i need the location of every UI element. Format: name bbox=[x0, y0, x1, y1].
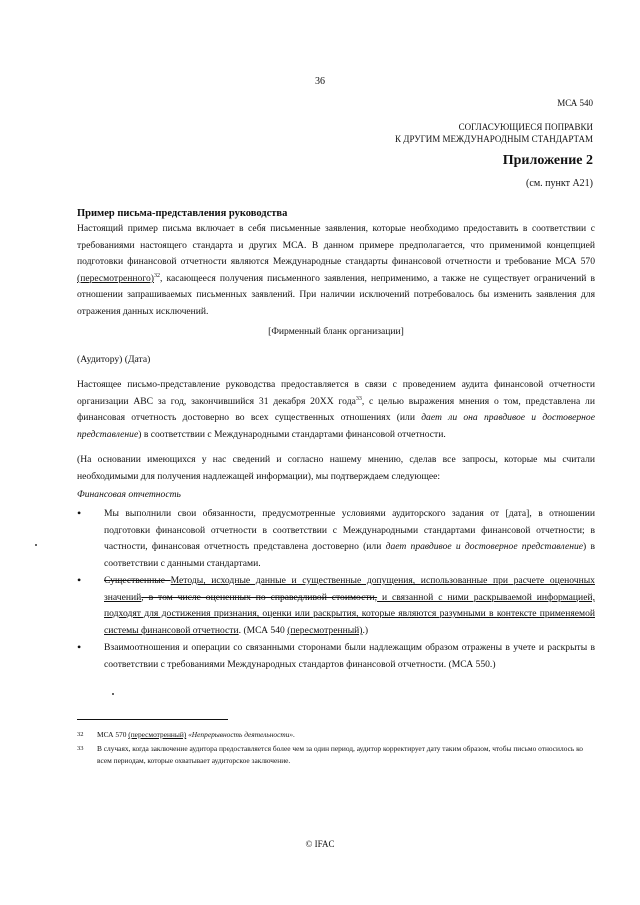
subheading-financial-statements: Финансовая отчетность bbox=[77, 489, 181, 500]
scan-speck bbox=[112, 693, 114, 695]
footnote-33-number: 33 bbox=[77, 745, 84, 752]
addressee-date: (Аудитору) (Дата) bbox=[77, 354, 151, 365]
header-line-2: К ДРУГИМ МЕЖДУНАРОДНЫМ СТАНДАРТАМ bbox=[395, 134, 593, 144]
bullet-marker: • bbox=[77, 640, 82, 654]
footnote-33-text: В случаях, когда заключение аудитора предоставляется более чем за один период, аудитор корректирует дату таким образом, чтобы письмо относилось ко всем периодам, которые охватывает аудиторское заключение. bbox=[97, 744, 583, 765]
bullet-marker: • bbox=[77, 573, 82, 587]
letterhead-placeholder: [Фирменный бланк организации] bbox=[268, 326, 404, 337]
footnote-32-number: 32 bbox=[77, 731, 84, 738]
header-line-1: СОГЛАСУЮЩИЕСЯ ПОПРАВКИ bbox=[458, 122, 593, 132]
page-number: 36 bbox=[315, 76, 325, 87]
appendix-title: Приложение 2 bbox=[502, 153, 593, 168]
intro-paragraph: Настоящий пример письма включает в себя письменные заявления, которые необходимо предоставить в соответствии с требованиями настоящего стандарта и других МСА. В данном примере предполагается, что применимой концепцией подготовки финансовой отчетности являются Международные стандарты финансовой отчетности и требование МСА 570 (пересмотренного)$^{32}$, касающееся получения письменного заявления, неприменимо, а также не существует ограничений в отношении запрашиваемых письменных заявлений. При наличии исключений потребовалось бы изменить заявления для отражения данных исключений. bbox=[77, 223, 595, 317]
letter-paragraph-1: Настоящее письмо-представление руководства предоставляется в связи с проведением аудита финансовой отчетности организации ABC за год, закончившийся 31 декабря 20XX года$^{33}$, с целью выражения мнения о том, представлена ли финансовая отчетность достоверно во всех существенных отношениях (или дает ли она правдивое и достоверное представление) в соответствии с Международными стандартами финансовой отчетности. bbox=[77, 379, 595, 440]
scan-speck bbox=[35, 544, 37, 546]
footnote-separator bbox=[77, 719, 228, 720]
bullet-item-1: Мы выполнили свои обязанности, предусмотренные условиями аудиторского задания от [дата], в отношении подготовки финансовой отчетности в соответствии с Международными стандартами финансовой отчетности; в частности, финансовая отчетность представлена достоверно (или дает правдивое и достоверное представление) в соответствии с данными стандартами. bbox=[104, 508, 596, 569]
section-title: Пример письма-представления руководства bbox=[77, 208, 288, 219]
bullet-marker: • bbox=[77, 506, 82, 520]
footnote-32-text: МСА 570 (пересмотренный) «Непрерывность деятельности». bbox=[97, 730, 295, 739]
appendix-reference: (см. пункт А21) bbox=[526, 178, 593, 189]
footer-copyright: © IFAC bbox=[305, 839, 335, 849]
header-standard: МСА 540 bbox=[557, 98, 593, 108]
letter-paragraph-2: (На основании имеющихся у нас сведений и согласно нашему мнению, сделав все запросы, которые мы считали необходимыми для получения надлежащей информации), мы подтверждаем следующее: bbox=[77, 454, 595, 482]
bullet-item-2: Существенные Методы, исходные данные и существенные допущения, использованные при расчете оценочных значений, в том числе оцененных по справедливой стоимости, и связанной с ними раскрываемой информацией, подходят для достижения признания, оценки или раскрытия, которые являются разумными в контексте применяемой системы финансовой отчетности. (МСА 540 (пересмотренный).) bbox=[104, 575, 595, 636]
bullet-item-3: Взаимоотношения и операции со связанными сторонами были надлежащим образом отражены в учете и раскрыты в соответствии с требованиями Международных стандартов финансовой отчетности. (МСА 550.) bbox=[104, 642, 595, 670]
